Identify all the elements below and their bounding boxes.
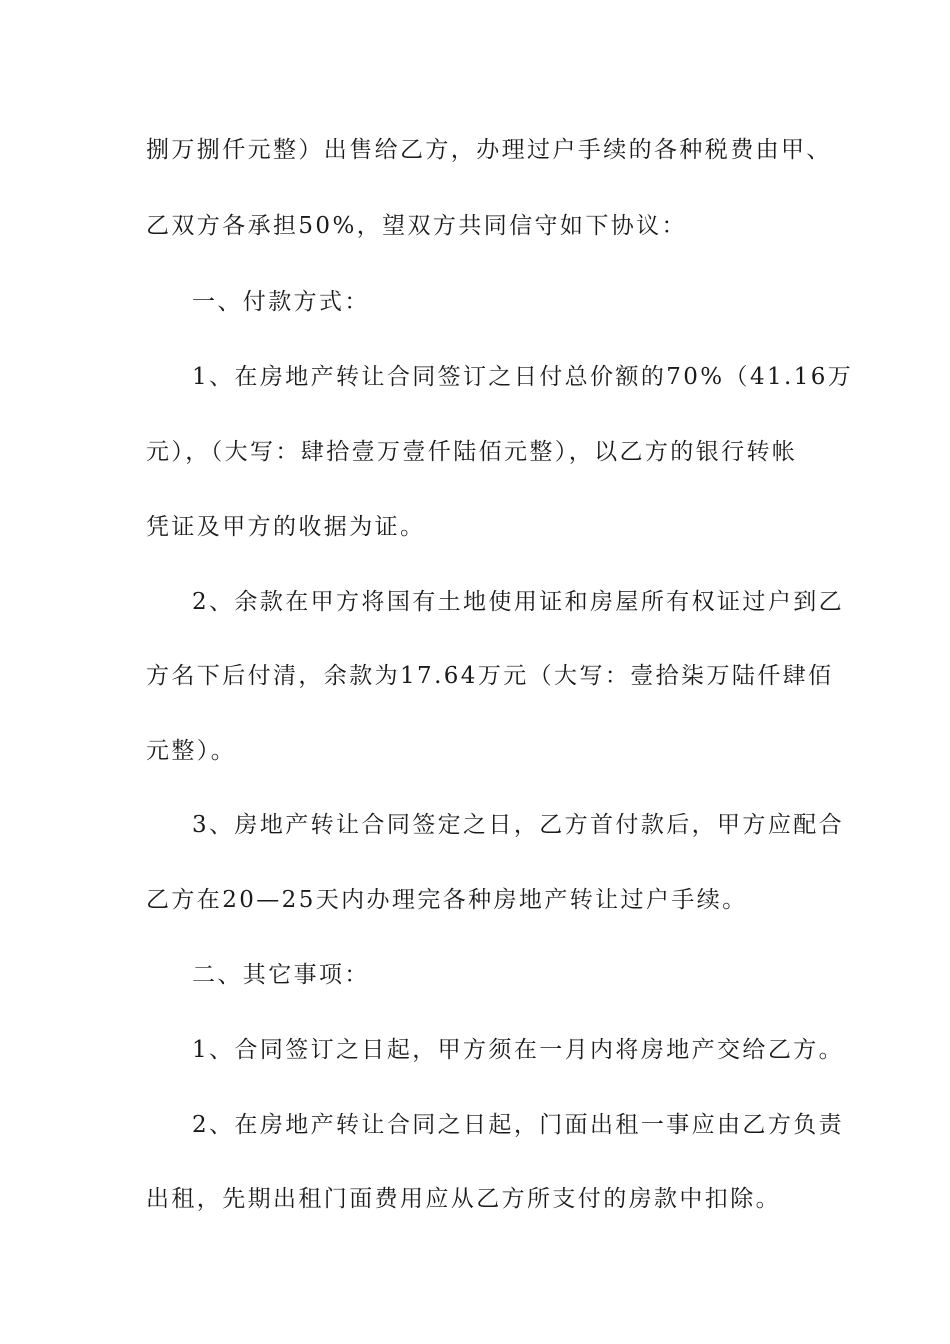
text-line-5: 元），（大写：肆拾壹万壹仟陆佰元整），以乙方的银行转帐: [146, 439, 798, 465]
text-line-13: 1、合同签订之日起，甲方须在一月内将房地产交给乙方。: [192, 1037, 845, 1063]
section-heading-other: 二、其它事项：: [192, 962, 370, 988]
text-line-8: 方名下后付清，余款为17.64万元（大写：壹拾柒万陆仟肆佰: [146, 663, 834, 689]
text-line-9: 元整）。: [146, 738, 237, 764]
text-line-10: 3、房地产转让合同签定之日，乙方首付款后，甲方应配合: [192, 812, 845, 838]
text-line-1: 捌万捌仟元整）出售给乙方，办理过户手续的各种税费由甲、: [146, 137, 832, 163]
text-line-4: 1、在房地产转让合同签订之日付总价额的70%（41.16万: [192, 364, 854, 390]
text-line-2: 乙双方各承担50%，望双方共同信守如下协议：: [146, 213, 687, 239]
text-line-14: 2、在房地产转让合同之日起，门面出租一事应由乙方负责: [192, 1112, 845, 1138]
text-line-15: 出租，先期出租门面费用应从乙方所支付的房款中扣除。: [146, 1186, 781, 1212]
text-line-7: 2、余款在甲方将国有土地使用证和房屋所有权证过户到乙: [192, 589, 845, 615]
section-heading-payment: 一、付款方式：: [192, 289, 370, 315]
text-line-11: 乙方在20—25天内办理完各种房地产转让过户手续。: [146, 887, 748, 913]
text-line-6: 凭证及甲方的收据为证。: [146, 514, 426, 540]
